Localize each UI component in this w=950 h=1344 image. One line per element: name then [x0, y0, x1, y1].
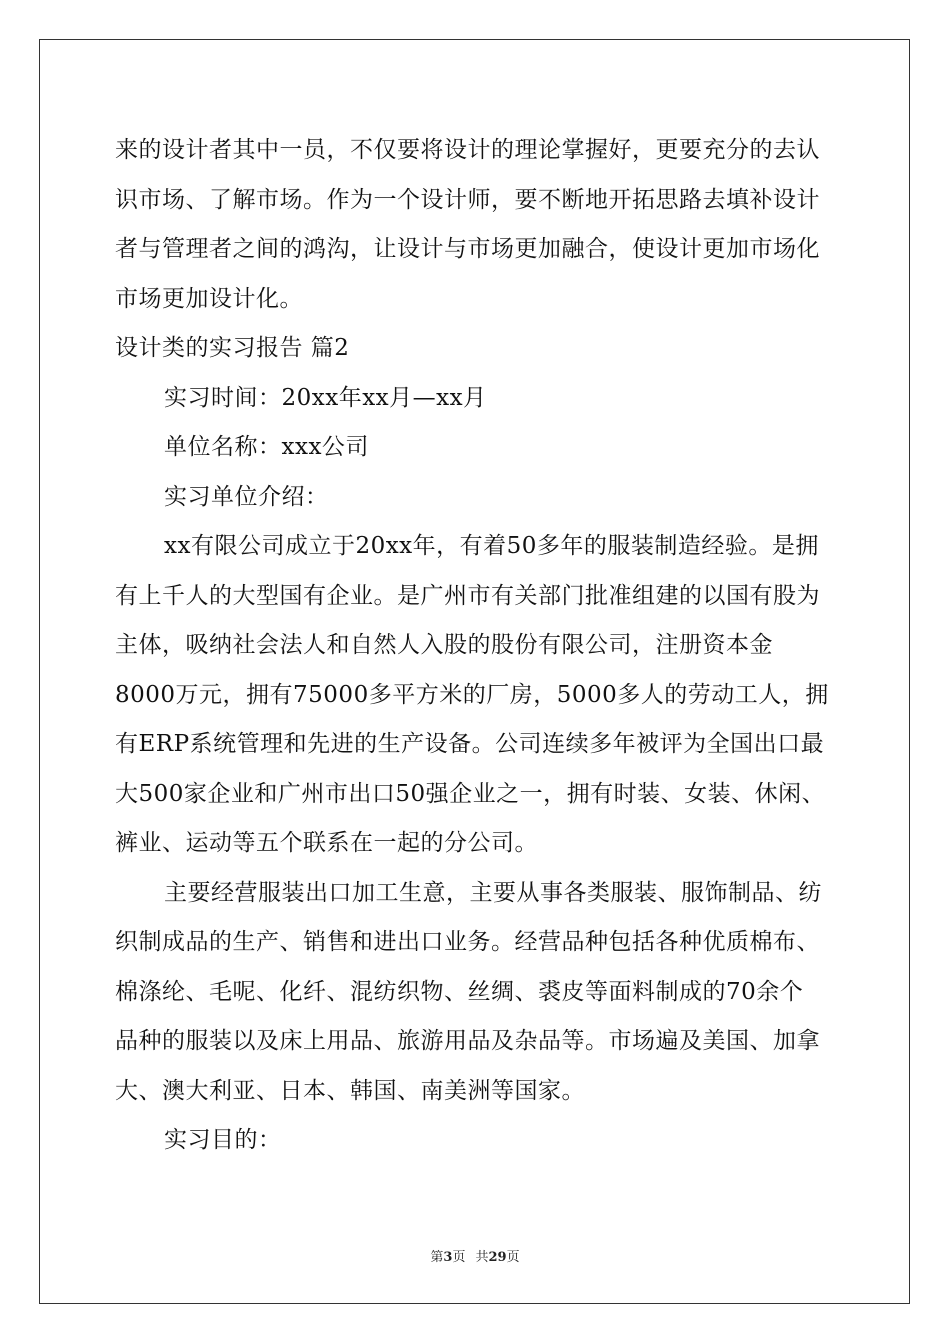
footer-total-prefix: 共 — [475, 1250, 489, 1265]
text-line: 市场更加设计化。 — [115, 285, 303, 312]
footer-page-number: 3 — [443, 1250, 453, 1265]
footer-page-suffix: 页 — [452, 1250, 466, 1265]
text-line: 实习目的： — [164, 1127, 282, 1153]
text-line: 识市场、了解市场。作为一个设计师，要不断地开拓思路去填补设计 — [115, 186, 820, 213]
page-footer — [0, 1246, 950, 1265]
text-line: 来的设计者其中一员，不仅要将设计的理论掌握好，更要充分的去认 — [115, 137, 820, 163]
text-line: 主要经营服装出口加工生意，主要从事各类服装、服饰制品、纺 — [164, 879, 822, 906]
footer-total-suffix: 页 — [506, 1250, 520, 1265]
text-line: 实习单位介绍： — [164, 483, 329, 510]
text-line: 主体，吸纳社会法人和自然人入股的股份有限公司，注册资本金 — [115, 632, 773, 658]
footer-page-prefix: 第 — [430, 1250, 444, 1265]
text-line: 8000万元，拥有75000多平方米的厂房，5000多人的劳动工人，拥 — [115, 681, 829, 708]
text-line: 设计类的实习报告 篇2 — [115, 335, 350, 361]
text-line: xx有限公司成立于20xx年，有着50多年的服装制造经验。是拥 — [164, 533, 819, 559]
text-line: 者与管理者之间的鸿沟，让设计与市场更加融合，使设计更加市场化 — [115, 236, 820, 262]
text-line: 大500家企业和广州市出口50强企业之一，拥有时装、女装、休闲、 — [115, 780, 826, 807]
text-line: 实习时间：20xx年xx月—xx月 — [164, 384, 487, 411]
text-line: 大、澳大利亚、日本、韩国、南美洲等国家。 — [115, 1077, 585, 1104]
text-line: 有ERP系统管理和先进的生产设备。公司连续多年被评为全国出口最 — [115, 731, 825, 757]
text-line: 品种的服装以及床上用品、旅游用品及杂品等。市场遍及美国、加拿 — [115, 1028, 820, 1054]
text-line: 裤业、运动等五个联系在一起的分公司。 — [115, 830, 538, 856]
text-line: 单位名称：xxx公司 — [164, 434, 369, 460]
text-line: 有上千人的大型国有企业。是广州市有关部门批准组建的以国有股为 — [115, 582, 820, 609]
text-line: 棉涤纶、毛呢、化纤、混纺织物、丝绸、裘皮等面料制成的70余个 — [115, 978, 804, 1005]
footer-total-pages: 29 — [488, 1250, 507, 1265]
document-body — [115, 126, 845, 1166]
text-line: 织制成品的生产、销售和进出口业务。经营品种包括各种优质棉布、 — [115, 929, 820, 955]
